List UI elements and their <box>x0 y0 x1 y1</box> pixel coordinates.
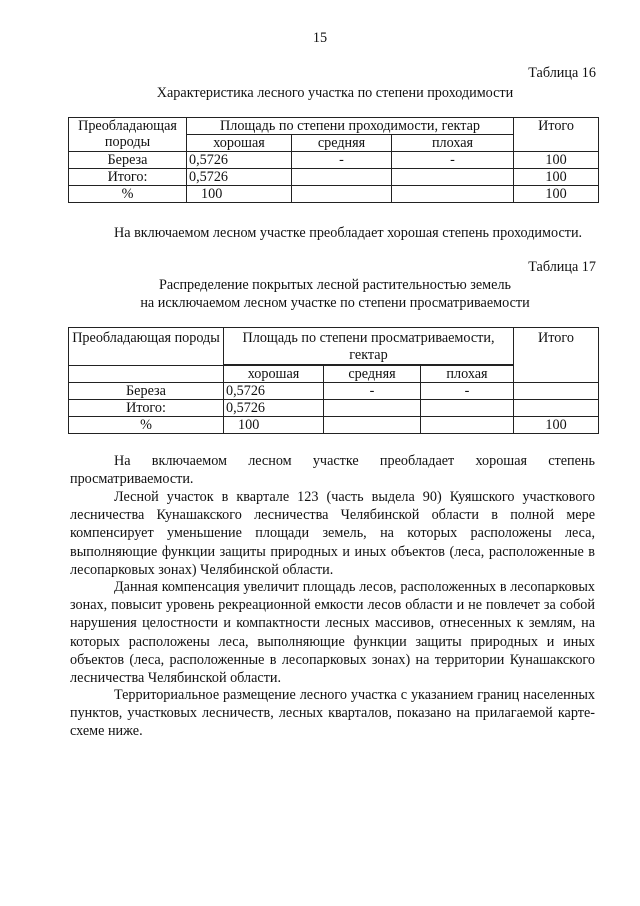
table16-header-species: Преобладающая породы <box>69 118 187 152</box>
paragraph-compensation: Лесной участок в квартале 123 (часть выдела 90) Куяшского участкового лесничества Кунашакского лесничества Челябинской области в полной мере компенсирует уменьшение площади земель, на которых расположены леса, выполняющие функции защиты природных и иных объектов (леса, расположенные в лесопарковых зонах) Челябинской области. <box>70 489 595 578</box>
paragraph-passability: На включаемом лесном участке преобладает хорошая степень проходимости. <box>114 225 583 241</box>
table17-title-line2: на исключаемом лесном участке по степени просматриваемости <box>140 295 530 311</box>
table16-sub-medium: средняя <box>292 135 392 152</box>
cell-total: 100 <box>514 152 599 169</box>
cell-medium <box>292 186 392 203</box>
row-label: % <box>69 417 224 434</box>
table-row <box>69 152 599 169</box>
cell-bad <box>392 186 514 203</box>
table16-header-total: Итого <box>514 118 599 152</box>
cell-good: 0,5726 <box>187 152 292 169</box>
cell-medium: - <box>292 152 392 169</box>
cell-medium: - <box>324 383 421 400</box>
cell-bad: - <box>421 383 514 400</box>
row-label: Итого: <box>69 169 187 186</box>
table17-sub-medium: средняя <box>324 366 421 383</box>
paragraph-map-reference: Территориальное размещение лесного участка с указанием границ населенных пунктов, участковых лесничеств, лесных кварталов, показано на прилагаемой карте-схеме ниже. <box>70 687 595 740</box>
cell-total: 100 <box>514 186 599 203</box>
table16-sub-good: хорошая <box>187 135 292 152</box>
cell-bad <box>421 417 514 434</box>
paragraph-visibility: На включаемом лесном участке преобладает хорошая степень просматриваемости. <box>70 453 595 488</box>
cell-total: 100 <box>514 169 599 186</box>
table17-header-total: Итого <box>514 328 599 383</box>
table17-header-area: Площадь по степени просматриваемости, гектар <box>224 328 514 365</box>
cell-good: 0,5726 <box>224 383 324 400</box>
table17-caption: Таблица 17 <box>528 259 596 275</box>
table16-sub-bad: плохая <box>392 135 514 152</box>
cell-medium <box>324 417 421 434</box>
cell-bad: - <box>392 152 514 169</box>
table17-title-line1: Распределение покрытых лесной растительностью земель <box>158 277 512 293</box>
table16-caption: Таблица 16 <box>528 65 596 81</box>
cell-medium <box>324 400 421 417</box>
cell-bad <box>392 169 514 186</box>
row-label: Итого: <box>69 400 224 417</box>
cell-good: 0,5726 <box>224 400 324 417</box>
table-row <box>69 383 599 400</box>
table-row <box>69 186 599 203</box>
row-label: % <box>69 186 187 203</box>
table-row <box>69 169 599 186</box>
table-row <box>69 417 599 434</box>
cell-good: 100 <box>187 186 292 203</box>
cell-medium <box>292 169 392 186</box>
cell-bad <box>421 400 514 417</box>
table-row <box>69 400 599 417</box>
page-number: 15 <box>312 30 328 46</box>
table17-sub-bad: плохая <box>421 366 514 383</box>
table16-title: Характеристика лесного участка по степени проходимости <box>156 85 514 101</box>
cell-good: 100 <box>224 417 324 434</box>
row-label: Береза <box>69 152 187 169</box>
table17-header-species: Преобладающая породы <box>69 328 224 366</box>
table16-header-area: Площадь по степени проходимости, гектар <box>187 118 514 135</box>
row-label: Береза <box>69 383 224 400</box>
cell-total: 100 <box>514 417 599 434</box>
table16 <box>68 117 599 203</box>
cell-total <box>514 400 599 417</box>
cell-total <box>514 383 599 400</box>
paragraph-effects: Данная компенсация увеличит площадь лесов, расположенных в лесопарковых зонах, повысит уровень рекреационной емкости лесов области и не повлечет за собой нарушения целостности и компактности лесных массивов, отнесенных к землям, на которых расположены леса, выполняющие функции защиты природных и иных объектов (леса, расположенные в лесопарковых зонах) на территории Кунашакского лесничества Челябинской области. <box>70 579 595 687</box>
cell-good: 0,5726 <box>187 169 292 186</box>
table17 <box>68 327 599 434</box>
table17-sub-good: хорошая <box>224 366 324 383</box>
